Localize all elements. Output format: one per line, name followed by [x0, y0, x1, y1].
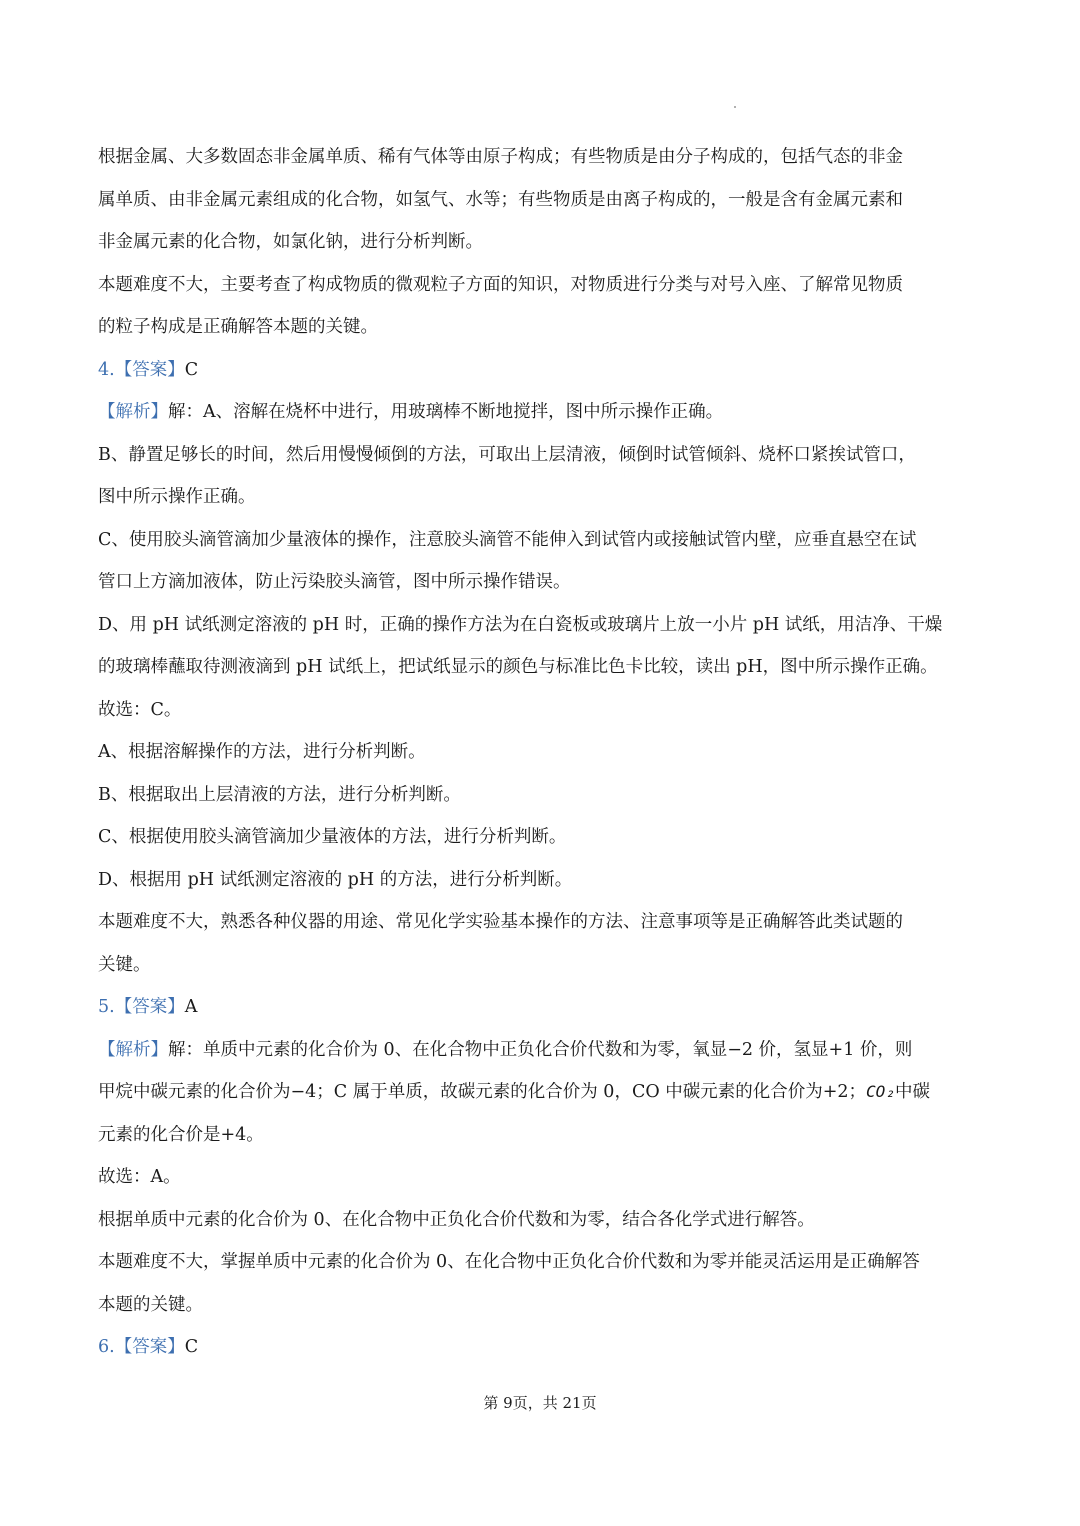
q6-answer-line: [98, 1326, 988, 1369]
paragraph-line: A、根据溶解操作的方法，进行分析判断。: [98, 742, 426, 762]
q4-number: 4.: [98, 359, 115, 380]
q5-number: 5.: [98, 997, 115, 1017]
paragraph-line: B、根据取出上层清液的方法，进行分析判断。: [98, 784, 461, 805]
formula-co2: CO₂: [866, 1082, 895, 1101]
paragraph-line: C、使用胶头滴管滴加少量液体的操作，注意胶头滴管不能伸入到试管内或接触试管内壁，应垂直悬空在试: [98, 529, 917, 550]
q6-answer: C: [184, 1337, 199, 1357]
paragraph-line: 的玻璃棒蘸取待测液滴到 pH 试纸上，把试纸显示的颜色与标准比色卡比较，读出 pH，图中所示操作正确。: [98, 657, 938, 677]
paragraph-line: 本题难度不大，主要考查了构成物质的微观粒子方面的知识，对物质进行分类与对号入座、了解常见物质: [98, 274, 903, 295]
paragraph-line: 元素的化合价是+4。: [98, 1124, 264, 1145]
stray-mark: [734, 106, 736, 108]
paragraph-line: 根据金属、大多数固态非金属单质、稀有气体等由原子构成；有些物质是由分子构成的，包括气态的非金: [98, 147, 903, 167]
paragraph-line: 管口上方滴加液体，防止污染胶头滴管，图中所示操作错误。: [98, 572, 571, 592]
analysis-text: 解：A、溶解在烧杯中进行，用玻璃棒不断地搅拌，图中所示操作正确。: [168, 402, 724, 422]
answer-tag: 【答案】: [114, 997, 185, 1017]
analysis-tag: 【解析】: [98, 402, 168, 422]
q4-answer-line: [98, 349, 988, 392]
paragraph-line: D、根据用 pH 试纸测定溶液的 pH 的方法，进行分析判断。: [98, 869, 573, 890]
analysis-text: 解：单质中元素的化合价为 0、在化合物中正负化合价代数和为零，氧显−2 价，氢显+1 价，则: [168, 1039, 913, 1060]
paragraph-line: 本题难度不大，掌握单质中元素的化合价为 0、在化合物中正负化合价代数和为零并能灵活运用是正确解答: [98, 1252, 920, 1272]
paragraph-line: 根据单质中元素的化合价为 0、在化合物中正负化合价代数和为零，结合各化学式进行解答。: [98, 1209, 815, 1230]
paragraph-line: 关键。: [98, 954, 151, 975]
paragraph-line: 图中所示操作正确。: [98, 487, 256, 507]
answer-tag: 【答案】: [114, 359, 185, 380]
text-segment: 中碳: [894, 1082, 930, 1102]
paragraph-line: 本题的关键。: [98, 1294, 203, 1315]
paragraph-line: 的粒子构成是正确解答本题的关键。: [98, 317, 378, 337]
paragraph-line: 故选：A。: [98, 1167, 181, 1187]
paragraph-line: D、用 pH 试纸测定溶液的 pH 时，正确的操作方法为在白瓷板或玻璃片上放一小片 pH 试纸，用洁净、干燥: [98, 614, 943, 635]
analysis-tag: 【解析】: [98, 1039, 168, 1060]
q6-number: 6.: [98, 1337, 115, 1357]
q5-analysis-line: [98, 1029, 988, 1072]
page-footer: 第 9页，共 21页: [483, 1394, 597, 1412]
paragraph-line: 本题难度不大，熟悉各种仪器的用途、常见化学实验基本操作的方法、注意事项等是正确解答此类试题的: [98, 912, 903, 932]
paragraph-line: 属单质、由非金属元素组成的化合物，如氢气、水等；有些物质是由离子构成的，一般是含有金属元素和: [98, 189, 903, 210]
paragraph-line: C、根据使用胶头滴管滴加少量液体的方法，进行分析判断。: [98, 827, 567, 847]
paragraph-line: 非金属元素的化合物，如氯化钠，进行分析判断。: [98, 232, 483, 252]
paragraph-line: B、静置足够长的时间，然后用慢慢倾倒的方法，可取出上层清液，倾倒时试管倾斜、烧杯口紧挨试管口，: [98, 444, 916, 465]
answer-tag: 【答案】: [114, 1337, 185, 1357]
q4-answer: C: [184, 359, 199, 380]
text-segment: 甲烷中碳元素的化合价为−4；C 属于单质，故碳元素的化合价为 0，CO 中碳元素的化合价为+2；: [98, 1082, 867, 1102]
q4-analysis-line: [98, 391, 988, 434]
q5-answer-line: [98, 986, 988, 1029]
answer-content: [98, 136, 988, 1369]
paragraph-line: 故选：C。: [98, 699, 182, 720]
paragraph-line: [98, 1071, 988, 1114]
q5-answer: A: [184, 997, 198, 1017]
